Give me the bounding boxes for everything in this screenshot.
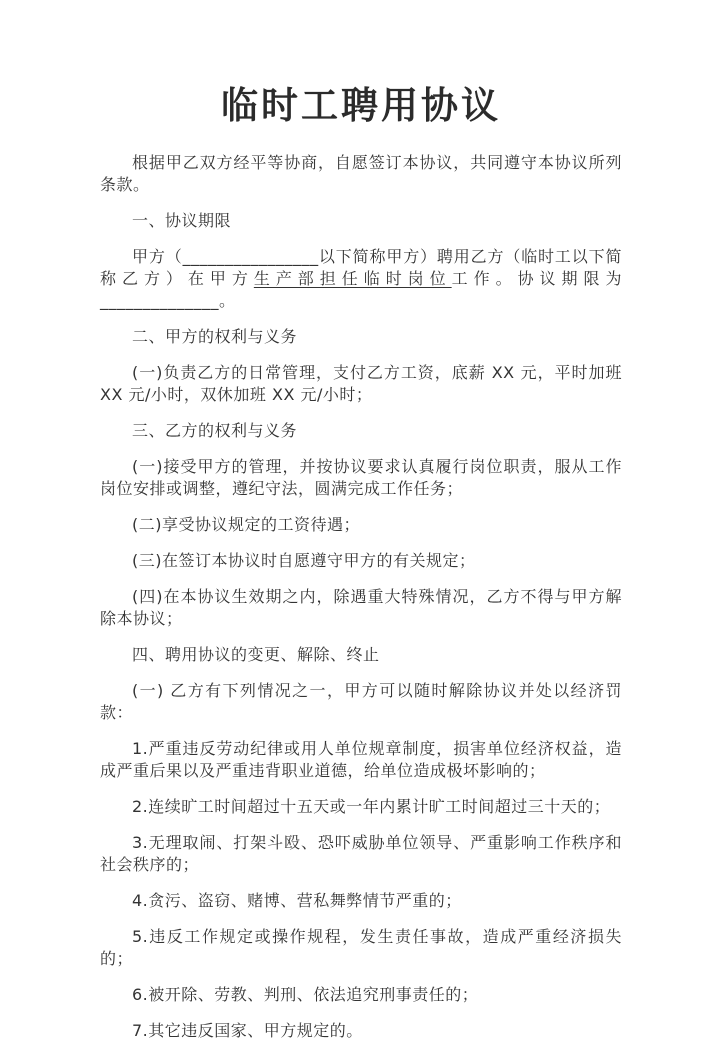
section-heading-term: 一、协议期限 xyxy=(132,211,232,230)
party-clause-text-end: 工作。协议期限为______________。 xyxy=(100,269,622,310)
termination-item-1: 1.严重违反劳动纪律或用人单位规章制度，损害单位经济权益，造成严重后果以及严重违背职业道德，给单位造成极坏影响的； xyxy=(100,739,622,780)
section-heading-party-b-rights: 三、乙方的权利与义务 xyxy=(132,421,298,440)
section-heading-termination: 四、聘用协议的变更、解除、终止 xyxy=(132,645,380,664)
clause-party-b-3: (三)在签订本协议时自愿遵守甲方的有关规定； xyxy=(132,551,476,570)
party-clause-underlined-position: 生产部担任临时岗位 xyxy=(253,269,452,288)
termination-item-2: 2.连续旷工时间超过十五天或一年内累计旷工时间超过三十天的； xyxy=(132,797,611,816)
party-clause-text-start: 甲方（________________以下简称甲方）聘用乙方（临时工以下简称乙方）在甲方 xyxy=(100,247,622,288)
termination-item-7: 7.其它违反国家、甲方规定的。 xyxy=(132,1021,363,1040)
clause-party-a-1: (一)负责乙方的日常管理，支付乙方工资，底薪 XX 元，平时加班 XX 元/小时，双休加班 XX 元/小时； xyxy=(100,363,622,404)
clause-party-b-4: (四)在本协议生效期之内，除遇重大特殊情况，乙方不得与甲方解除本协议； xyxy=(100,587,622,628)
intro-paragraph: 根据甲乙双方经平等协商，自愿签订本协议，共同遵守本协议所列条款。 xyxy=(100,153,622,194)
section-heading-party-a-rights: 二、甲方的权利与义务 xyxy=(132,327,298,346)
clause-party-b-1: (一)接受甲方的管理，并按协议要求认真履行岗位职责，服从工作岗位安排或调整，遵纪守法，圆满完成工作任务； xyxy=(100,457,622,498)
document-title: 临时工聘用协议 xyxy=(221,84,501,127)
termination-item-5: 5.违反工作规定或操作规程，发生责任事故，造成严重经济损失的； xyxy=(100,927,622,968)
termination-item-4: 4.贪污、盗窃、赌博、营私舞弊情节严重的； xyxy=(132,891,462,910)
party-clause-paragraph xyxy=(100,246,622,312)
clause-party-b-2: (二)享受协议规定的工资待遇； xyxy=(132,515,360,534)
termination-intro-clause: (一) 乙方有下列情况之一，甲方可以随时解除协议并处以经济罚款： xyxy=(100,681,622,722)
termination-item-6: 6.被开除、劳教、判刑、依法追究刑事责任的； xyxy=(132,985,479,1004)
termination-item-3: 3.无理取闹、打架斗殴、恐吓威胁单位领导、严重影响工作秩序和社会秩序的； xyxy=(100,833,622,874)
